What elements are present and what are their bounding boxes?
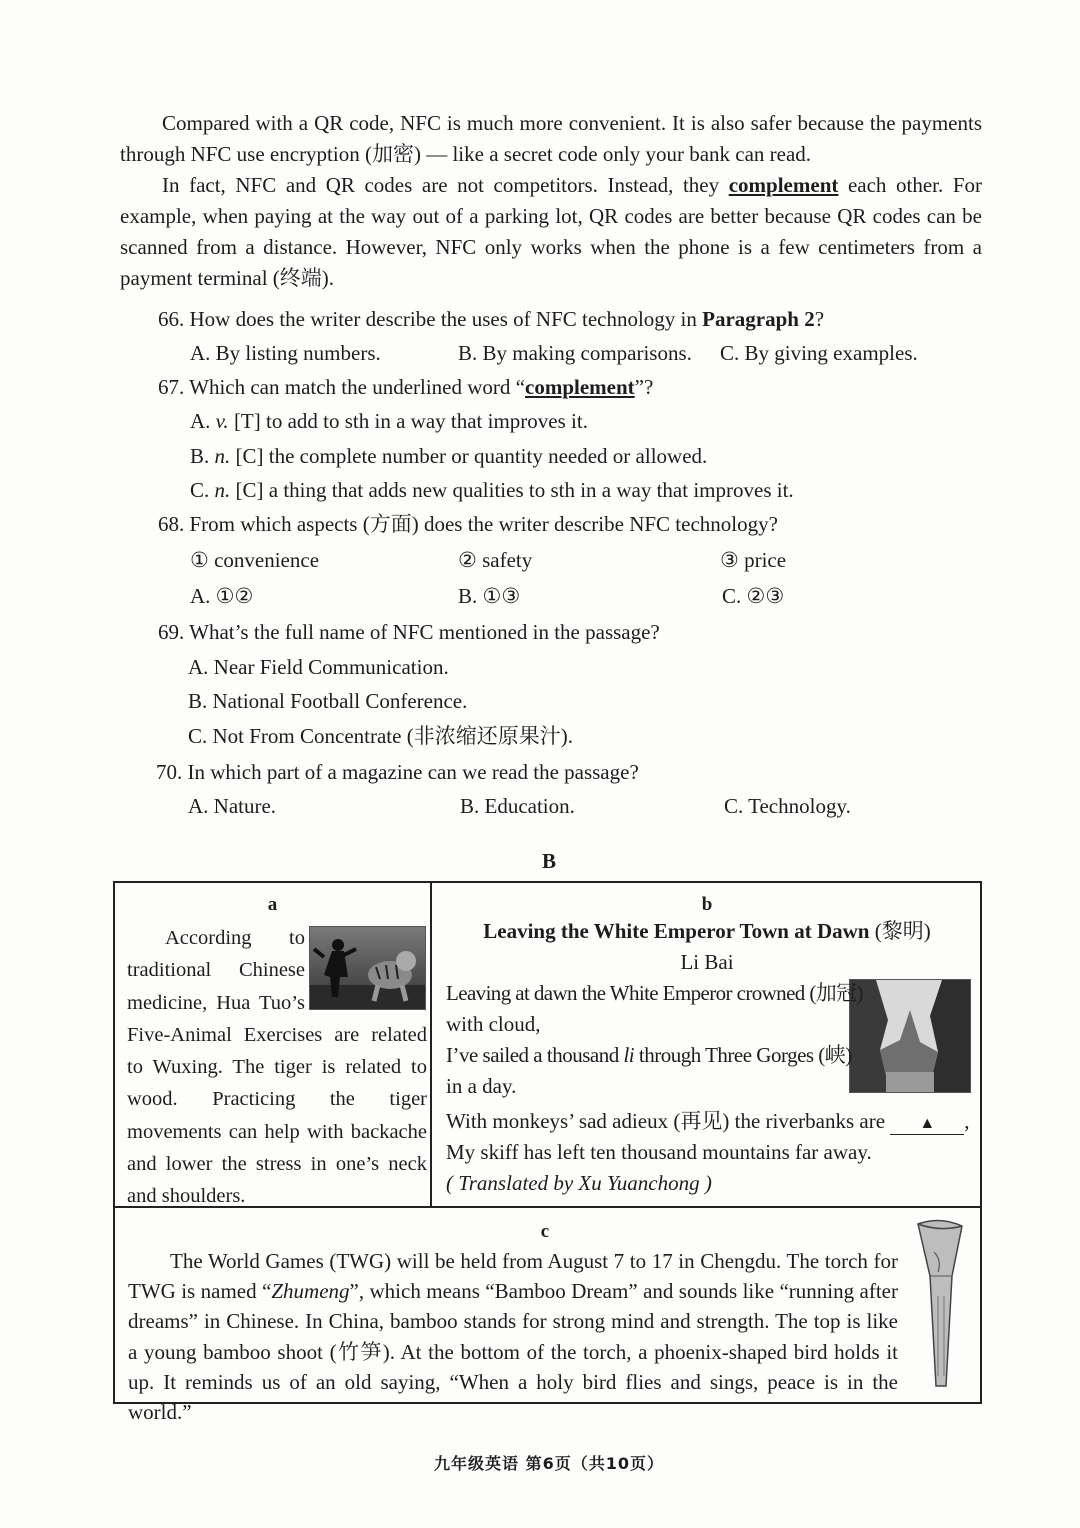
q68-item-3: ③ price [720,548,787,572]
poem-line-2c: in a day. [446,1074,517,1098]
q70-option-c[interactable]: C. Technology. [724,794,851,818]
question-68: 68. From which aspects (方面) does the writer describe NFC technology? [158,512,778,536]
cell-a-text: According to traditional Chinese medicine, Hua Tuo’s Five-Animal Exercises are related to Wuxing. The tiger is related to wood. Practicing the tiger movements can help with backache and lower the stress in one’s neck and shoulders. [127,927,427,1208]
q68-item-1: ① convenience [190,548,320,572]
poem-author: Li Bai [680,950,734,974]
paragraph-1: Compared with a QR code, NFC is much more convenient. It is also safer because the payments through NFC use encryption (加密) — like a secret code only your bank can read. [120,111,982,166]
q67-option-a[interactable]: A. v. [T] to add to sth in a way that improves it. [190,409,588,433]
q66-option-b[interactable]: B. By making comparisons. [458,341,692,365]
q68-option-c[interactable]: C. ②③ [722,584,785,608]
question-66: 66. How does the writer describe the uses of NFC technology in Paragraph 2? [158,307,825,331]
cell-b-title: b [701,894,713,915]
question-67: 67. Which can match the underlined word “complement”? [158,375,654,399]
cell-c-text: The World Games (TWG) will be held from August 7 to 17 in Chengdu. The torch for TWG is named “Zhumeng”, which means “Bamboo Dream” and sounds like “running after dreams” in Chinese. In China, bamboo stands for strong mind and strength. The top is like a young bamboo shoot (竹笋). At the bottom of the torch, a phoenix-shaped bird holds it up. It reminds us of an old saying, “When a holy bird flies and sings, peace is in the world.” [128,1249,898,1425]
question-70: 70. In which part of a magazine can we read the passage? [156,760,639,784]
q70-option-b[interactable]: B. Education. [460,794,575,818]
three-gorges-photo [849,979,971,1093]
paragraph-2 [120,170,982,294]
torch-image [916,1216,964,1392]
question-69: 69. What’s the full name of NFC mentioned in the passage? [158,620,660,644]
paragraph-2-end: each other. For example, when paying at the way out of a parking lot, QR codes are better because QR codes can be scanned from a distance. However, NFC only works when the phone is a few centimeters from a payment terminal (终端). [120,173,983,290]
q69-option-b[interactable]: B. National Football Conference. [188,689,468,713]
q70-option-a[interactable]: A. Nature. [188,794,277,818]
underlined-word: complement [728,173,839,197]
poem-line-4: My skiff has left ten thousand mountains far away. [446,1140,872,1164]
page-footer: 九年级英语 第6页（共10页） [434,1454,664,1473]
poem-line-1: Leaving at dawn the White Emperor crowned (加冠) [446,981,863,1005]
poem-line-2: I’ve sailed a thousand li through Three Gorges (峡) [446,1043,852,1067]
poem-line-1b: with cloud, [446,1012,541,1036]
q66-option-a[interactable]: A. By listing numbers. [190,341,381,365]
q68-option-a[interactable]: A. ①② [190,584,254,608]
q68-option-b[interactable]: B. ①③ [458,584,521,608]
q68-item-2: ② safety [458,548,533,572]
poem-title: Leaving the White Emperor Town at Dawn (黎明) [483,919,931,943]
q67-option-c[interactable]: C. n. [C] a thing that adds new qualities to sth in a way that improves it. [190,478,794,502]
q66-option-c[interactable]: C. By giving examples. [720,341,918,365]
cell-c-title: c [540,1221,550,1242]
paragraph-2-start: In fact, NFC and QR codes are not competitors. Instead, they [162,173,720,197]
q67-option-b[interactable]: B. n. [C] the complete number or quantity needed or allowed. [190,444,708,468]
q69-option-c[interactable]: C. Not From Concentrate (非浓缩还原果汁). [188,724,573,748]
poem-line-3: With monkeys’ sad adieux (再见) the riverbanks are ▲ , [446,1109,970,1133]
poem-translator: ( Translated by Xu Yuanchong ) [446,1171,712,1195]
q69-option-a[interactable]: A. Near Field Communication. [188,655,449,679]
cell-a-title: a [267,894,278,915]
section-b-heading: B [541,849,556,873]
answer-blank[interactable]: ▲ [890,1114,964,1135]
